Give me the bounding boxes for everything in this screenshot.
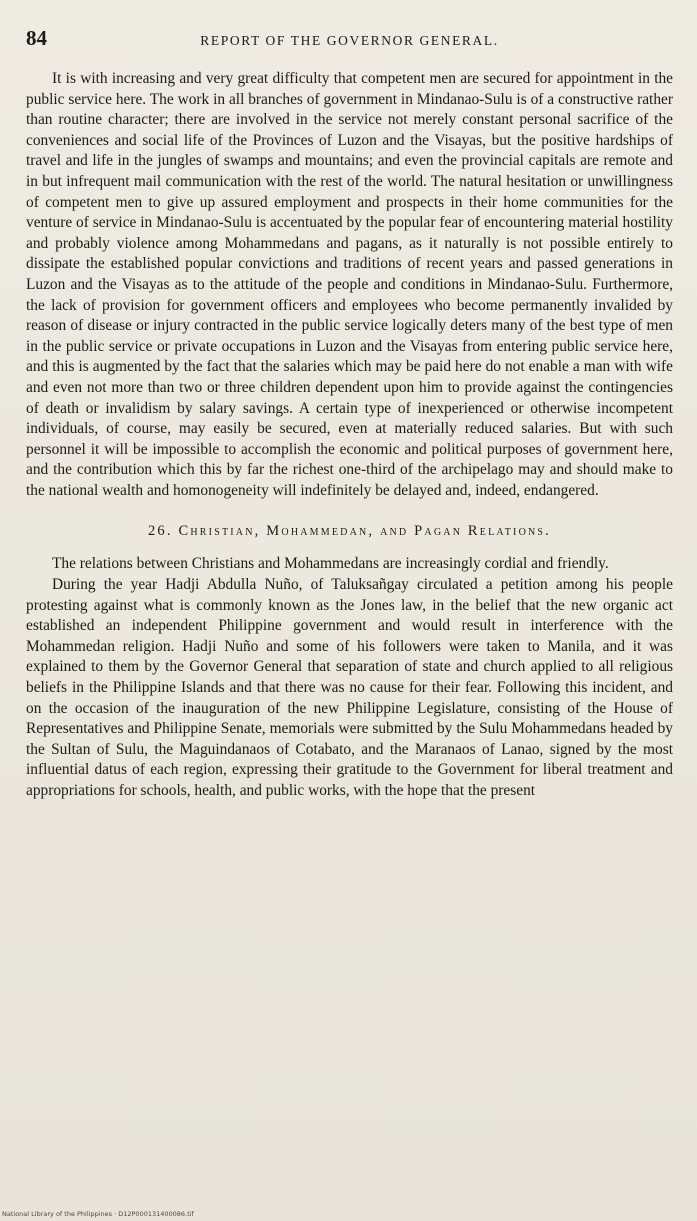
paragraph-petition: During the year Hadji Abdulla Nuño, of Taluksañgay circulated a petition among his people protesting against what is commonly known as the Jones law, in the belief that the new organic act established an independent Philippine government and would result in interference with the Mohammedan religion. Hadji Nuño and some of his followers were taken to Manila, and it was explained to them by the Governor General that separation of state and church applied to all religious beliefs in the Philippine Islands and that there was no cause for their fear. Following this incident, and on the occasion of the inauguration of the new Philippine Legislature, consisting of the House of Representatives and Philippine Senate, memorials were submitted by the Sulu Mohammedans headed by the Sultan of Sulu, the Maguindanaos of Cotabato, and the Maranaos of Lanao, signed by the most influential datus of each region, expressing their gratitude to the Government for liberal treatment and appropriations for schools, health, and public works, with the hope that the present — [26, 576, 673, 799]
running-title: REPORT OF THE GOVERNOR GENERAL. — [200, 33, 499, 48]
paragraph-staffing: It is with increasing and very great difficulty that competent men are secured for appointment in the public service here. The work in all branches of government in Mindanao-Sulu is of a constructive rather than routine character; there are involved in the service not merely constant personal sacrifice of the conveniences and social life of the Provinces of Luzon and the Visayas, but the positive hardships of travel and life in the jungles of swamps and mountains; and even the provincial capitals are remote and in but infrequent mail communication with the rest of the world. The natural hesitation or unwillingness of competent men to give up assured employment and prospects in their home communities for the venture of service in Mindanao-Sulu is accentuated by the popular fear of encountering material hostility and probably violence among Mohammedans and pagans, as it naturally is not possible entirely to dissipate the established popular convictions and traditions of recent years and passed generations in Luzon and the Visayas as to the attitude of the people and conditions in Mindanao-Sulu. Furthermore, the lack of provision for government officers and employees who become permanently invalided by reason of disease or injury contracted in the public service logically deters many of the best type of men in the public service or private occupations in Luzon and the Visayas from entering public service here, and this is augmented by the fact that the salaries which may be paid here do not enable a man with wife and even not more than two or three children dependent upon him to provide against the contingencies of death or invalidism by salary savings. A certain type of inexperienced or otherwise incompetent individuals, of course, may easily be secured, even at materially reduced salaries. But with such personnel it will be impossible to accomplish the economic and political purposes of government here, and the contribution which this by far the richest one-third of the archipelago may and should make to the national wealth and homonogeneity will indefinitely be delayed and, indeed, endangered. — [26, 70, 673, 499]
section-heading: 26. Christian, Mohammedan, and Pagan Relations. — [147, 523, 552, 540]
scan-credit: National Library of the Philippines · D12P000131400086.tif — [2, 1210, 194, 1218]
page-number: 84 — [26, 26, 47, 50]
paragraph-relations: The relations between Christians and Mohammedans are increasingly cordial and friendly. — [52, 555, 609, 573]
running-head — [26, 26, 673, 51]
